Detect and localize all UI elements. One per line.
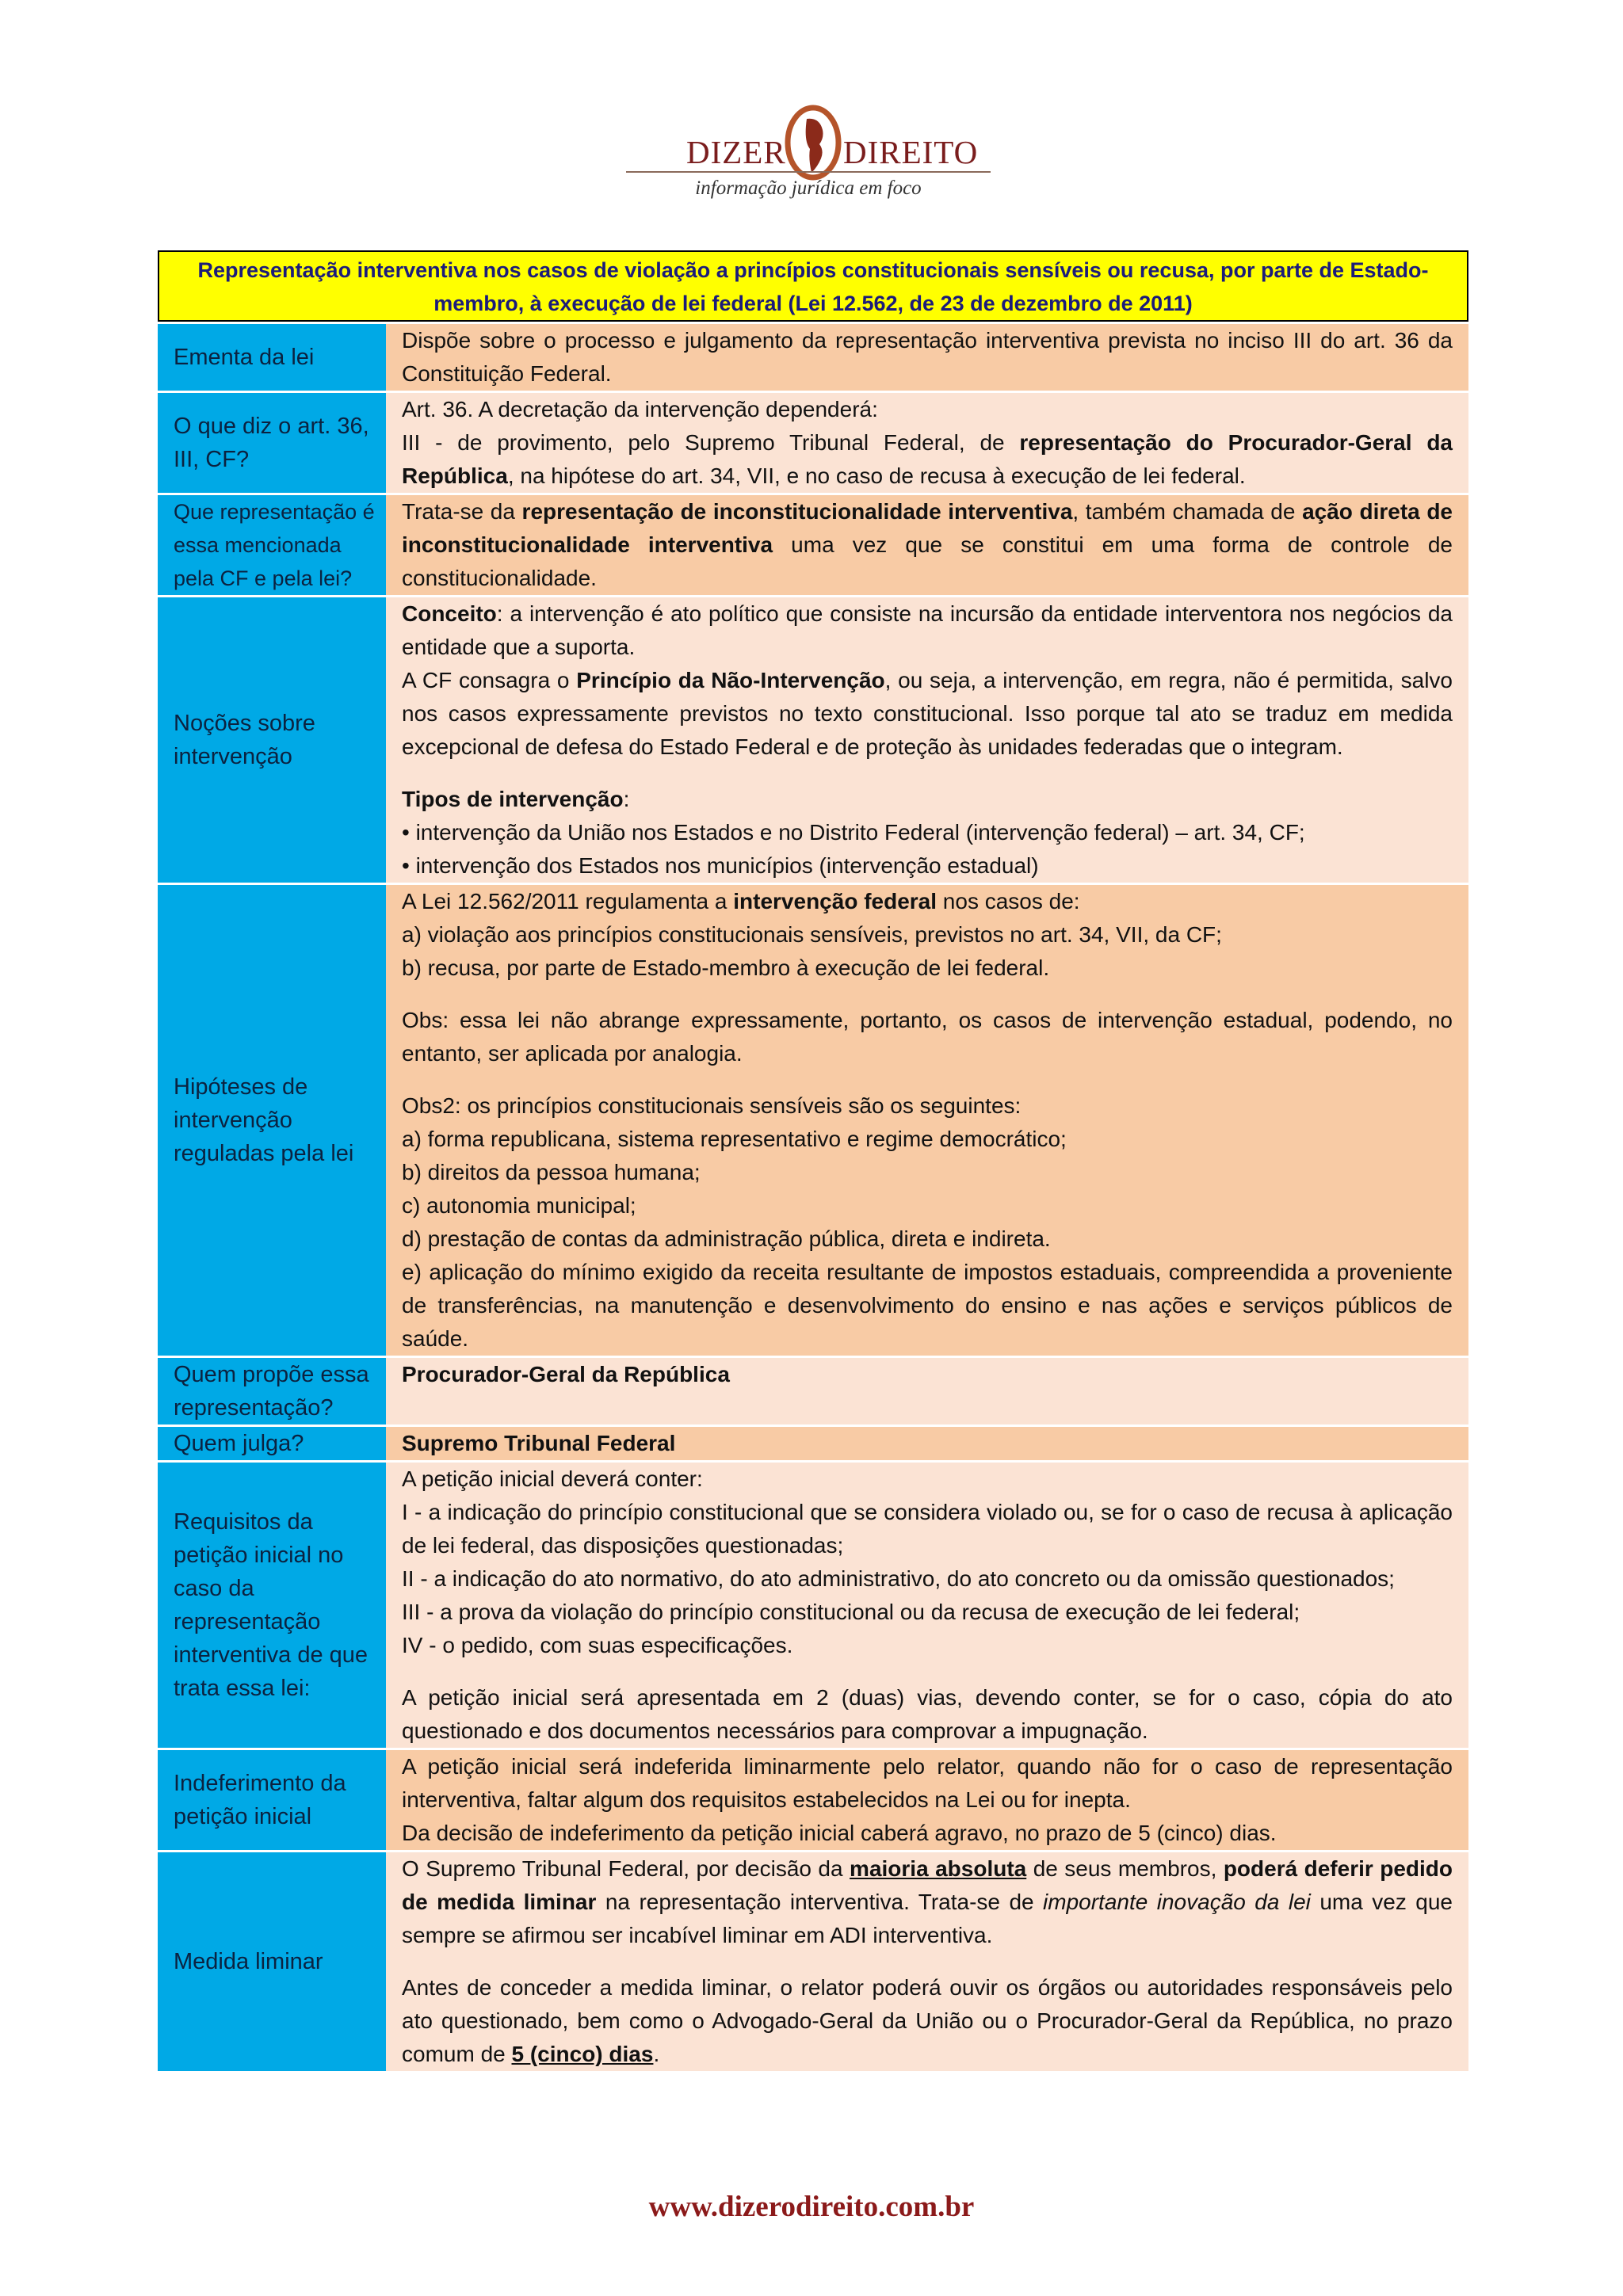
table-row-indeferimento [158,1748,1468,1850]
row-label: Indeferimento da petição inicial [158,1750,386,1850]
logo-text-right: DIREITO [843,134,979,170]
table-row-hipoteses [158,883,1468,1356]
row-label: Noções sobre intervenção [158,597,386,883]
logo-text-left: DIZER [686,134,786,170]
row-label: Hipóteses de intervenção reguladas pela lei [158,885,386,1356]
row-content: Dispõe sobre o processo e julgamento da representação interventiva prevista no inciso III do art. 36 da Constituição Federal. [386,324,1468,391]
row-label: Que representação é essa mencionada pela CF e pela lei? [158,495,386,595]
row-label: Ementa da lei [158,324,386,391]
row-content: A petição inicial será indeferida liminarmente pelo relator, quando não for o caso de representação interventiva, faltar algum dos requisitos estabelecidos na Lei ou for inepta. Da decisão de indeferimento da petição inicial caberá agravo, no prazo de 5 (cinco) dias. [386,1750,1468,1850]
table-row-medida-liminar [158,1850,1468,2071]
site-logo [618,101,999,212]
row-content: A Lei 12.562/2011 regulamenta a intervenção federal nos casos de: a) violação aos princípios constitucionais sensíveis, previstos no art. 34, VII, da CF; b) recusa, por parte de Estado-membro à execução de lei federal. Obs: essa lei não abrange expressamente, portanto, os casos de intervenção estadual, podendo, no entanto, ser aplicada por analogia. Obs2: os princípios constitucionais sensíveis são os seguintes: a) forma republicana, sistema representativo e regime democrático; b) direitos da pessoa humana; c) autonomia municipal; d) prestação de contas da administração pública, direta e indireta. e) aplicação do mínimo exigido da receita resultante de impostos estaduais, compreendida a proveniente de transferências, na manutenção e desenvolvimento do ensino e nas ações e serviços públicos de saúde. [386,885,1468,1356]
row-label: Requisitos da petição inicial no caso da representação interventiva de que trata essa lei: [158,1463,386,1748]
table-row-nocoes [158,595,1468,883]
row-content: Supremo Tribunal Federal [386,1427,1468,1460]
row-label: Quem julga? [158,1427,386,1460]
table-row-quem-propoe [158,1356,1468,1425]
row-label: Quem propõe essa representação? [158,1358,386,1425]
row-content: O Supremo Tribunal Federal, por decisão da maioria absoluta de seus membros, poderá deferir pedido de medida liminar na representação interventiva. Trata-se de importante inovação da lei uma vez que sempre se afirmou ser incabível liminar em ADI interventiva. Antes de conceder a medida liminar, o relator poderá ouvir os órgãos ou autoridades responsáveis pelo ato questionado, bem como o Advogado-Geral da União ou o Procurador-Geral da República, no prazo comum de 5 (cinco) dias. [386,1852,1468,2071]
logo-emblem-icon [783,103,843,187]
row-label: O que diz o art. 36, III, CF? [158,393,386,493]
row-content: Trata-se da representação de inconstitucionalidade interventiva, também chamada de ação direta de inconstitucionalidade interventiva uma vez que se constitui em uma forma de controle de constitucionalidade. [386,495,1468,595]
row-content: Conceito: a intervenção é ato político que consiste na incursão da entidade interventora nos negócios da entidade que a suporta. A CF consagra o Princípio da Não-Intervenção, ou seja, a intervenção, em regra, não é permitida, salvo nos casos expressamente previstos no texto constitucional. Isso porque tal ato se traduz em medida excepcional de defesa do Estado Federal e de proteção às unidades federadas que o integram. Tipos de intervenção: • intervenção da União nos Estados e no Distrito Federal (intervenção federal) – art. 34, CF; • intervenção dos Estados nos municípios (intervenção estadual) [386,597,1468,883]
table-row-requisitos [158,1460,1468,1748]
footer-url[interactable]: www.dizerodireito.com.br [648,2191,975,2223]
row-content: Art. 36. A decretação da intervenção dependerá: III - de provimento, pelo Supremo Tribunal Federal, de representação do Procurador-Geral da República, na hipótese do art. 34, VII, e no caso de recusa à execução de lei federal. [386,393,1468,493]
row-content: A petição inicial deverá conter: I - a indicação do princípio constitucional que se considera violado ou, se for o caso de recusa à aplicação de lei federal, das disposições questionadas; II - a indicação do ato normativo, do ato administrativo, do ato concreto ou da omissão questionados; III - a prova da violação do princípio constitucional ou da recusa de execução de lei federal; IV - o pedido, com suas especificações. A petição inicial será apresentada em 2 (duas) vias, devendo conter, se for o caso, cópia do ato questionado e dos documentos necessários para comprovar a impugnação. [386,1463,1468,1748]
logo-tagline: informação jurídica em foco [695,177,922,199]
table-row-ementa [158,322,1468,391]
logo-rule [626,171,991,173]
table-row-representacao [158,493,1468,595]
table-title: Representação interventiva nos casos de violação a princípios constitucionais sensíveis ou recusa, por parte de Estado-membro, à execução de lei federal (Lei 12.562, de 23 de dezembro de 2011) [158,250,1468,322]
row-content: Procurador-Geral da República [386,1358,1468,1425]
table-row-art36 [158,391,1468,493]
table-row-quem-julga [158,1425,1468,1460]
summary-table [158,250,1468,2071]
row-label: Medida liminar [158,1852,386,2071]
